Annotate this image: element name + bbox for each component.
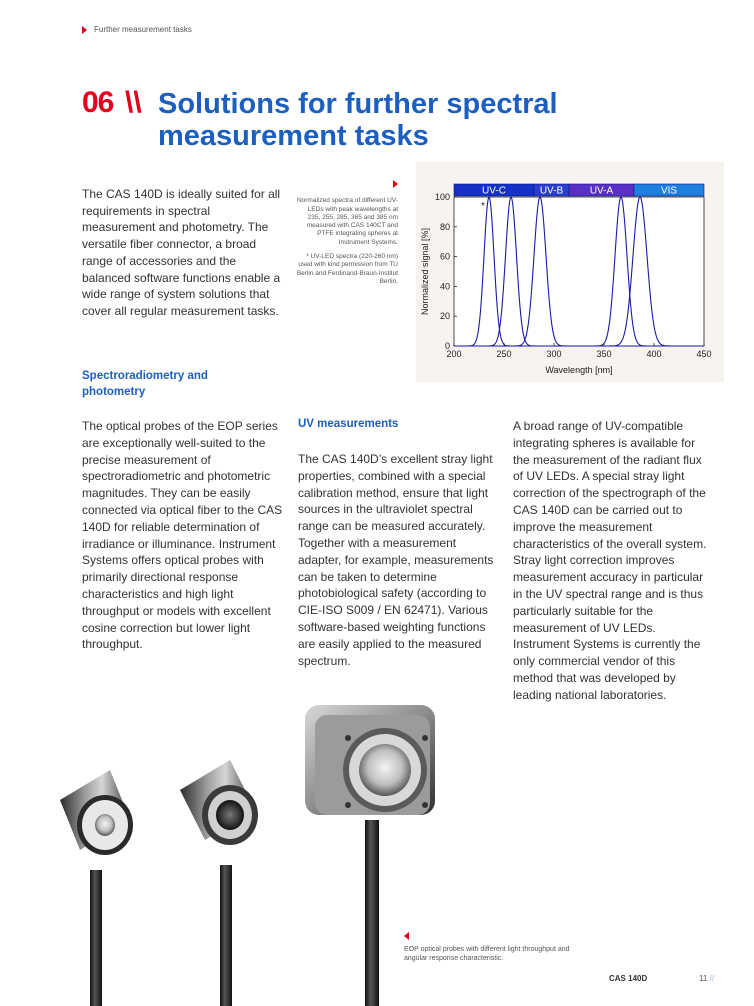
intro-paragraph: The CAS 140D is ideally suited for all requirements in spectral measurement and photometry. The versatile fiber connector, a broad range of accessories and the balanced software functions enable a wide range of system solutions that cover all regular measurement tasks.: [82, 187, 281, 318]
spectrum-chart-svg: [416, 162, 724, 382]
x-tick-label-3: 350: [596, 349, 612, 359]
section-heading-spectroradiometry: Spectroradiometry and photometry: [82, 370, 208, 398]
breadcrumb-label: Further measurement tasks: [94, 25, 192, 34]
triangle-marker-left-icon: [404, 932, 409, 940]
x-tick-label-2: 300: [546, 349, 562, 359]
x-axis-label: Wavelength [nm]: [545, 365, 613, 375]
x-tick-label-1: 250: [496, 349, 512, 359]
y-tick-label-1: 20: [439, 311, 450, 322]
y-tick-label-0: 0: [444, 341, 450, 351]
band-label-1: UV-B: [539, 185, 564, 197]
section-heading-uv: UV measurements: [298, 418, 399, 430]
x-tick-label-0: 200: [446, 349, 462, 359]
y-tick-label-5: 100: [434, 192, 450, 202]
chart-caption: [296, 180, 398, 286]
section-body-uv: The CAS 140D’s excellent stray light properties, combined with a special calibration method, ensure that light sources in the ultraviolet spectral range can be measured accurately. Together with a measurement adapter, for example, measurements can be taken to determine photobiological safety (according to CIE-ISO S009 / EN 62471). Various software-based weighting functions are easily applied to the measured spectrum.: [298, 452, 494, 668]
triangle-marker-icon: [82, 26, 87, 34]
band-label-0: UV-C: [482, 185, 506, 197]
spectrum-chart: [416, 162, 724, 382]
y-tick-label-2: 40: [439, 281, 450, 292]
section-body-spectroradiometry: The optical probes of the EOP series are exceptionally well-suited to the precise measurement of spectroradiometric and photometric magnitudes. They can be easily connected via optical fiber to the CAS 140D for reliable determination of irradiance or illuminance. Instrument Systems offers optical probes with primarily directional response characteristics and high light throughput or models with excellent cosine correction but lower light throughput.: [82, 419, 283, 652]
footer-document-name: CAS 140D: [609, 974, 648, 983]
x-tick-label-4: 400: [646, 349, 662, 359]
chapter-number: 06: [82, 86, 114, 119]
band-label-2: UV-A: [589, 185, 614, 197]
page-number: 11: [699, 974, 708, 983]
footer-page-number: [699, 974, 714, 983]
chart-caption-main: Normalized spectra of different UV-LEDs with peak wavelengths at 235, 255, 285, 365 and 385 nm measured with CAS 140CT and PTFE integrating spheres at Instrument Systems.: [296, 197, 398, 246]
page-title: Solutions for further spectral measurement tasks: [158, 88, 558, 152]
chapter-separator: \\: [125, 86, 142, 119]
x-tick-label-5: 450: [696, 349, 712, 359]
photo-caption-text: EOP optical probes with different light throughput and angular response characteristic.: [404, 946, 570, 962]
breadcrumb: [82, 25, 192, 34]
photo-caption: [404, 932, 584, 963]
band-label-3: VIS: [660, 185, 678, 197]
chart-caption-note: * UV-LED spectra (220-260 nm) used with kind permission from TU Berlin and Ferdinand-Braun-Institut Berlin.: [296, 253, 398, 285]
eop-probes-illustration: [30, 690, 460, 1006]
y-tick-label-4: 80: [439, 221, 450, 232]
triangle-marker-icon: [393, 180, 398, 188]
page-slash: //: [709, 974, 714, 983]
product-photo: [30, 690, 460, 1006]
section-body-integrating-spheres: A broad range of UV-compatible integrating spheres is available for the measurement of the radiant flux of UV LEDs. A special stray light correction of the spectrograph of the CAS 140D can be carried out to improve the measurement characteristics of the overall system. Stray light correction improves measurement accuracy in particular in the UV spectral range and is thus particularly suitable for the measurement of UV LEDs. Instrument Systems is currently the only commercial vendor of this method that was developed by leading national laboratories.: [513, 419, 707, 702]
y-tick-label-3: 60: [439, 251, 450, 262]
y-axis-label: Normalized signal [%]: [420, 227, 430, 316]
asterisk-marker: *: [481, 200, 485, 212]
